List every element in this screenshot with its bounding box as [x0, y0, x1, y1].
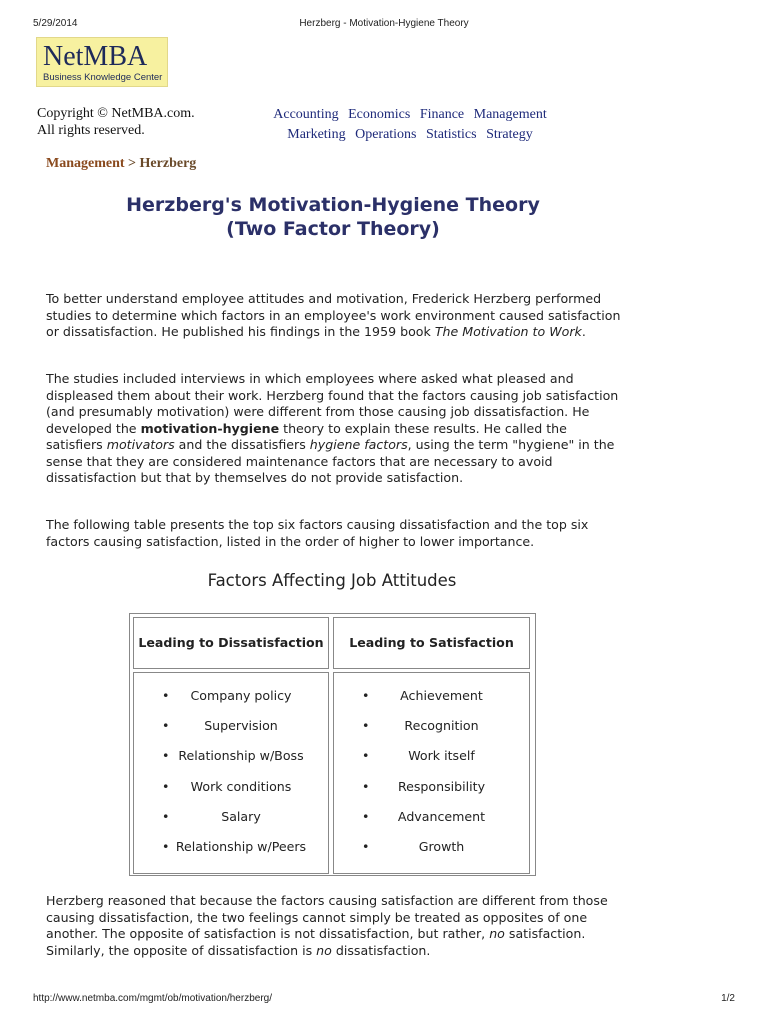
page-number: 1/2 — [721, 993, 735, 1004]
dissatisfaction-list — [134, 687, 328, 868]
list-item — [134, 717, 328, 747]
list-item-text: Salary — [221, 808, 261, 824]
logo-tagline: Business Knowledge Center — [43, 72, 163, 83]
table-intro-text: The following table presents the top six factors causing dissatisfaction and the top six factors causing satisfaction, listed in the order of higher to lower importance. — [46, 517, 589, 549]
no-emphasis-2: no — [316, 942, 332, 958]
nav-link-operations[interactable]: Operations — [355, 127, 417, 142]
list-item — [134, 687, 328, 717]
studies-text-a: The studies included interviews in which employees where asked what pleased and displeased them about their work. Herzberg found that the factors causing job satisfaction (and presumably motivation) were different from those causing job dissatisfaction. He developed the — [46, 371, 619, 436]
studies-paragraph — [46, 371, 626, 487]
no-emphasis-1: no — [489, 926, 505, 941]
list-item — [134, 838, 328, 868]
bullet-icon: • — [362, 778, 370, 794]
bullet-icon: • — [362, 688, 370, 703]
intro-paragraph — [46, 291, 626, 341]
list-item — [134, 778, 328, 808]
nav-link-finance[interactable]: Finance — [419, 107, 465, 122]
intro-text: To better understand employee attitudes and motivation, Frederick Herzberg performed studies to determine which factors in an employee's work environment caused satisfaction or dissatisfaction. He published his findings in the 1959 book — [46, 291, 621, 339]
dissatisfaction-header-cell — [133, 617, 329, 669]
conclusion-text-a: Herzberg reasoned that because the factors causing satisfaction are different from those causing dissatisfaction, the two feelings cannot simply be treated as opposites of one another. The opposite of satisfaction is not dissatisfaction, but rather, — [46, 893, 608, 941]
dissatisfaction-header: Leading to Dissatisfaction — [138, 635, 324, 650]
page-title — [0, 193, 666, 241]
motivation-hygiene-term: motivation-hygiene — [140, 420, 280, 436]
motivators-term: motivators — [106, 437, 175, 452]
bullet-icon: • — [362, 808, 370, 824]
bullet-icon: • — [162, 718, 170, 734]
print-url: http://www.netmba.com/mgmt/ob/motivation/herzberg/ — [33, 993, 272, 1004]
netmba-logo[interactable] — [36, 37, 168, 87]
breadcrumb — [46, 156, 196, 172]
bullet-icon: • — [362, 718, 370, 734]
conclusion-paragraph — [46, 893, 626, 959]
list-item-text: Responsibility — [397, 778, 486, 794]
page-title-line-2: (Two Factor Theory) — [226, 218, 440, 240]
bullet-icon: • — [162, 778, 170, 794]
list-item — [334, 747, 529, 777]
nav-link-strategy[interactable]: Strategy — [486, 127, 533, 142]
nav-link-accounting[interactable]: Accounting — [273, 107, 339, 122]
nav-row-1 — [250, 105, 570, 125]
rights-line: All rights reserved. — [37, 123, 145, 138]
bullet-icon: • — [162, 748, 170, 764]
nav-link-economics[interactable]: Economics — [348, 107, 411, 122]
satisfaction-column — [333, 672, 530, 874]
list-item — [334, 838, 529, 868]
list-item-text: Relationship w/Peers — [175, 838, 307, 854]
list-item — [134, 747, 328, 777]
list-item-text: Relationship w/Boss — [178, 748, 304, 764]
studies-text-b: theory to explain these results. He called the satisfiers — [46, 420, 567, 452]
bullet-icon: • — [162, 808, 170, 824]
copyright-line: Copyright © NetMBA.com. — [37, 106, 195, 121]
conclusion-text-b: satisfaction. Similarly, the opposite of dissatisfaction is — [46, 926, 586, 958]
dissatisfaction-column — [133, 672, 329, 874]
nav-row-2 — [250, 125, 570, 145]
nav-link-marketing[interactable]: Marketing — [287, 127, 346, 142]
nav-link-statistics[interactable]: Statistics — [426, 127, 477, 142]
list-item-text: Advancement — [397, 808, 486, 824]
list-item-text: Growth — [418, 838, 465, 854]
studies-text-d: , using the term "hygiene" in the sense that they are considered maintenance factors that are necessary to avoid dissatisfaction but that by themselves do not provide satisfaction. — [46, 437, 615, 485]
list-item-text: Achievement — [400, 688, 483, 703]
bullet-icon: • — [362, 838, 370, 854]
list-item-text: Supervision — [204, 718, 278, 734]
studies-text-c: and the dissatisfiers — [174, 437, 310, 452]
top-navigation — [250, 105, 570, 145]
print-date: 5/29/2014 — [33, 18, 78, 29]
list-item — [334, 808, 529, 838]
list-item — [334, 687, 529, 717]
factors-table — [129, 613, 536, 876]
satisfaction-header-cell — [333, 617, 530, 669]
bullet-icon: • — [162, 688, 170, 703]
page-title-line-1: Herzberg's Motivation-Hygiene Theory — [126, 194, 540, 216]
copyright-notice — [37, 105, 195, 139]
intro-end: . — [581, 324, 586, 339]
breadcrumb-management-link[interactable]: Management — [46, 156, 125, 171]
table-intro-paragraph — [46, 517, 626, 550]
list-item-text: Work conditions — [190, 778, 292, 794]
breadcrumb-separator: > — [128, 156, 137, 171]
satisfaction-header: Leading to Satisfaction — [349, 635, 514, 650]
breadcrumb-current: Herzberg — [139, 156, 197, 171]
hygiene-factors-term: hygiene factors — [309, 437, 408, 452]
print-title: Herzberg - Motivation-Hygiene Theory — [299, 18, 469, 29]
bullet-icon: • — [162, 838, 170, 854]
list-item — [134, 808, 328, 838]
logo-name: NetMBA — [43, 41, 148, 72]
conclusion-text-c: dissatisfaction. — [331, 942, 431, 958]
satisfaction-list — [334, 687, 529, 868]
table-title: Factors Affecting Job Attitudes — [207, 571, 457, 590]
list-item-text: Work itself — [408, 748, 475, 764]
list-item — [334, 778, 529, 808]
list-item-text: Recognition — [404, 718, 479, 734]
book-title: The Motivation to Work — [434, 324, 582, 339]
list-item-text: Company policy — [190, 688, 292, 703]
nav-link-management[interactable]: Management — [473, 107, 547, 122]
bullet-icon: • — [362, 748, 370, 764]
list-item — [334, 717, 529, 747]
